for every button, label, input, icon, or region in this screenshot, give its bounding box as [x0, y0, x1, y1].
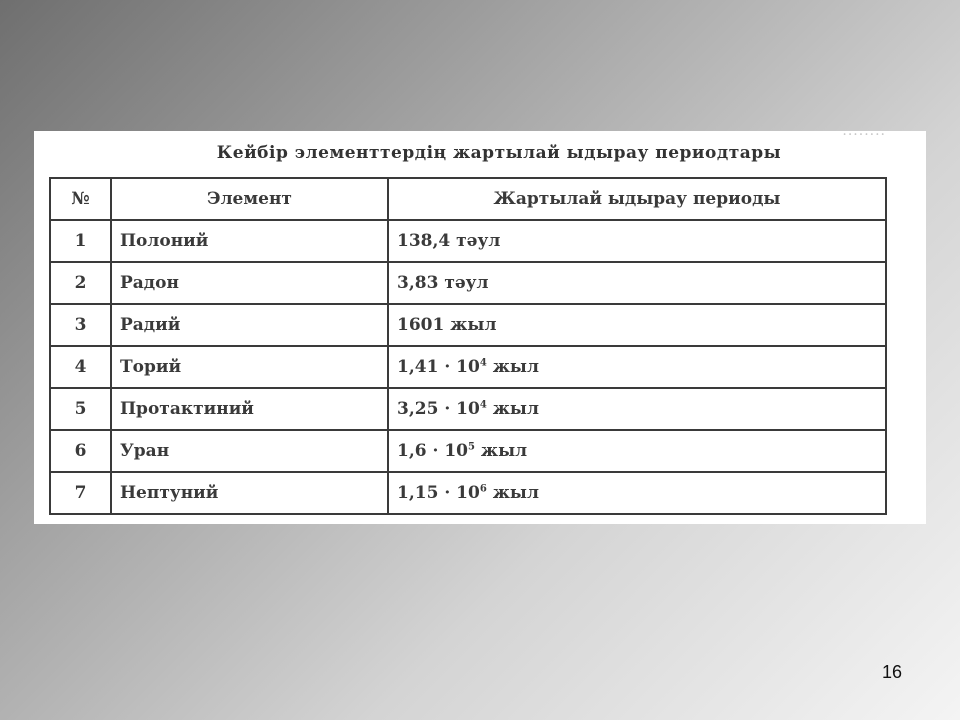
table-row — [50, 220, 886, 262]
exponent: 5 — [468, 441, 475, 453]
times-sign: · — [444, 399, 451, 419]
base: 10 — [456, 483, 480, 503]
slide-page-number: 16 — [881, 662, 902, 682]
row-number: 2 — [50, 262, 111, 304]
table-row — [50, 388, 886, 430]
column-header-number: № — [50, 178, 111, 220]
half-life-value — [388, 346, 886, 388]
table-row — [50, 430, 886, 472]
row-number: 6 — [50, 430, 111, 472]
half-life-value — [388, 472, 886, 514]
unit: жыл — [480, 441, 528, 461]
unit: жыл — [492, 399, 539, 419]
table-row — [50, 472, 886, 514]
row-number: 7 — [50, 472, 111, 514]
half-life-value: 138,4 тәул — [388, 220, 886, 262]
base: 10 — [444, 441, 469, 461]
table-row — [50, 346, 886, 388]
half-life-value — [388, 430, 886, 472]
column-header-element: Элемент — [111, 178, 388, 220]
mantissa: 1,15 — [397, 483, 439, 503]
element-name: Нептуний — [111, 472, 388, 514]
row-number: 4 — [50, 346, 111, 388]
row-number: 5 — [50, 388, 111, 430]
times-sign: · — [444, 357, 451, 377]
mantissa: 1,41 — [397, 357, 439, 377]
exponent: 4 — [479, 357, 487, 369]
element-name: Полоний — [111, 220, 388, 262]
exponent: 4 — [479, 399, 487, 411]
exponent: 6 — [479, 483, 487, 495]
half-life-value — [388, 388, 886, 430]
table-row — [50, 304, 886, 346]
base: 10 — [456, 399, 480, 419]
element-name: Уран — [111, 430, 388, 472]
table-title: Кейбір элементтердің жартылай ыдырау периодтары — [216, 143, 782, 163]
mantissa: 1,6 — [397, 441, 427, 461]
row-number: 1 — [50, 220, 111, 262]
row-number: 3 — [50, 304, 111, 346]
element-name: Радон — [111, 262, 388, 304]
times-sign: · — [444, 483, 451, 503]
unit: жыл — [492, 483, 539, 503]
half-life-value: 1601 жыл — [388, 304, 886, 346]
unit: жыл — [492, 357, 539, 377]
element-name: Протактиний — [111, 388, 388, 430]
table-image — [34, 131, 926, 524]
element-name: Радий — [111, 304, 388, 346]
half-life-value: 3,83 тәул — [388, 262, 886, 304]
element-name: Торий — [111, 346, 388, 388]
table-header-row — [50, 178, 886, 220]
mantissa: 3,25 — [397, 399, 439, 419]
base: 10 — [456, 357, 480, 377]
half-life-table — [49, 177, 887, 515]
table-row — [50, 262, 886, 304]
column-header-period: Жартылай ыдырау периоды — [388, 178, 886, 220]
faint-watermark: ........ — [842, 131, 886, 139]
times-sign: · — [432, 441, 439, 461]
